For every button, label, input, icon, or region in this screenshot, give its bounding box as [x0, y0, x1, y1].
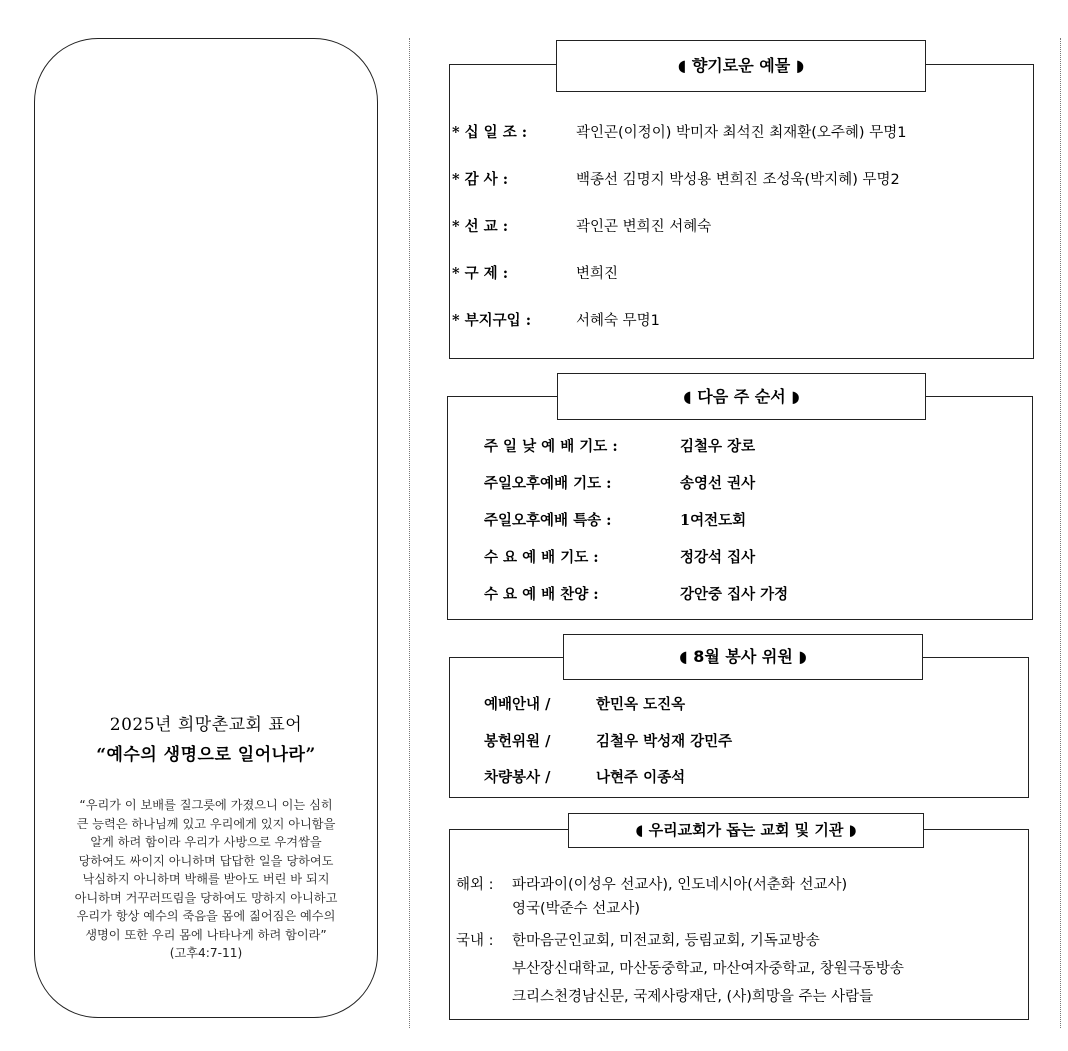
- motto-heading: 2025년 희망촌교회 표어: [109, 715, 303, 735]
- verse-reference: (고후4:7-11): [169, 946, 243, 960]
- next-week-value: 정강석 집사: [680, 549, 756, 566]
- overseas-label: 해외 :: [456, 877, 494, 893]
- service-row: [484, 766, 685, 787]
- next-week-row: [484, 435, 755, 456]
- offering-label: * 감 사 :: [452, 171, 509, 188]
- next-week-label: 주일오후예배 특송 :: [484, 512, 612, 529]
- verse-line: 알게 하려 함이라 우리가 사방으로 우겨쌈을: [90, 835, 322, 849]
- offering-value: 서혜숙 무명1: [576, 313, 660, 329]
- verse-line: 큰 능력은 하나님께 있고 우리에게 있지 아니함을: [76, 816, 336, 831]
- service-label: 차량봉사 /: [484, 769, 551, 786]
- offering-label: * 구 제 :: [452, 265, 509, 282]
- verse-line: 생명이 또한 우리 몸에 나타나게 하려 함이라”: [85, 927, 327, 942]
- support-title: ◖ 우리교회가 돕는 교회 및 기관 ◗: [568, 813, 924, 848]
- next-week-label: 수 요 예 배 찬양 :: [484, 586, 599, 603]
- next-week-title: ◖ 다음 주 순서 ◗: [557, 373, 926, 420]
- offering-row-land: [452, 309, 660, 330]
- next-week-value: 1여전도회: [680, 512, 747, 529]
- overseas-line: 파라과이(이성우 선교사), 인도네시아(서춘화 선교사): [512, 877, 848, 893]
- next-week-value: 김철우 장로: [680, 438, 756, 455]
- next-week-value: 송영선 권사: [680, 475, 756, 492]
- service-label: 봉헌위원 /: [484, 733, 551, 750]
- offering-label: * 부지구입 :: [452, 312, 532, 329]
- dotted-divider-left: [409, 38, 410, 1028]
- offering-row-relief: [452, 262, 618, 283]
- offering-label: * 선 교 :: [452, 218, 509, 235]
- support-overseas: [456, 873, 847, 894]
- domestic-line: 부산장신대학교, 마산동중학교, 마산여자중학교, 창원극동방송: [512, 961, 904, 977]
- service-value: 한민옥 도진옥: [596, 696, 686, 713]
- next-week-row: [484, 583, 788, 604]
- next-week-value: 강안중 집사 가정: [680, 586, 789, 603]
- offering-row-thanks: [452, 168, 900, 189]
- offering-label: * 십 일 조 :: [452, 124, 528, 141]
- offering-value: 변희진: [576, 266, 619, 282]
- next-week-row: [484, 546, 755, 567]
- next-week-label: 수 요 예 배 기도 :: [484, 549, 599, 566]
- dotted-divider-right: [1060, 38, 1061, 1028]
- motto-verse: [30, 796, 382, 963]
- service-label: 예배안내 /: [484, 696, 551, 713]
- offering-value: 백종선 김명지 박성용 변희진 조성욱(박지혜) 무명2: [576, 172, 900, 188]
- service-title: ◖ 8월 봉사 위원 ◗: [563, 634, 923, 680]
- service-row: [484, 693, 685, 714]
- next-week-row: [484, 472, 755, 493]
- domestic-line: 한마음군인교회, 미전교회, 등림교회, 기독교방송: [512, 933, 820, 949]
- support-domestic: [456, 929, 820, 950]
- next-week-label: 주 일 낮 예 배 기도 :: [484, 438, 618, 455]
- verse-line: 아니하며 거꾸러뜨림을 당하여도 망하지 아니하고: [74, 890, 338, 905]
- offering-value: 곽인곤(이정이) 박미자 최석진 최재환(오주혜) 무명1: [576, 125, 907, 141]
- domestic-label: 국내 :: [456, 933, 494, 949]
- verse-line: 당하여도 싸이지 아니하며 답답한 일을 당하여도: [78, 853, 334, 868]
- offering-value: 곽인곤 변희진 서혜숙: [576, 219, 712, 235]
- overseas-line: 영국(박준수 선교사): [512, 901, 640, 917]
- domestic-line: 크리스천경남신문, 국제사랑재단, (사)희망을 주는 사람들: [512, 989, 874, 1005]
- offering-row-tithe: [452, 121, 906, 142]
- next-week-row: [484, 509, 746, 530]
- service-row: [484, 730, 732, 751]
- motto-phrase: “예수의 생명으로 일어나라”: [96, 745, 316, 765]
- verse-line: “우리가 이 보배를 질그릇에 가졌으니 이는 심히: [79, 798, 333, 812]
- verse-line: 낙심하지 아니하며 박해를 받아도 버린 바 되지: [82, 872, 330, 886]
- offering-row-mission: [452, 215, 711, 236]
- service-value: 김철우 박성재 강민주: [596, 733, 733, 750]
- offering-title: ◖ 향기로운 예물 ◗: [556, 40, 926, 92]
- next-week-label: 주일오후예배 기도 :: [484, 475, 612, 492]
- service-value: 나현주 이종석: [596, 769, 686, 786]
- verse-line: 우리가 항상 예수의 죽음을 몸에 짊어짐은 예수의: [76, 909, 336, 923]
